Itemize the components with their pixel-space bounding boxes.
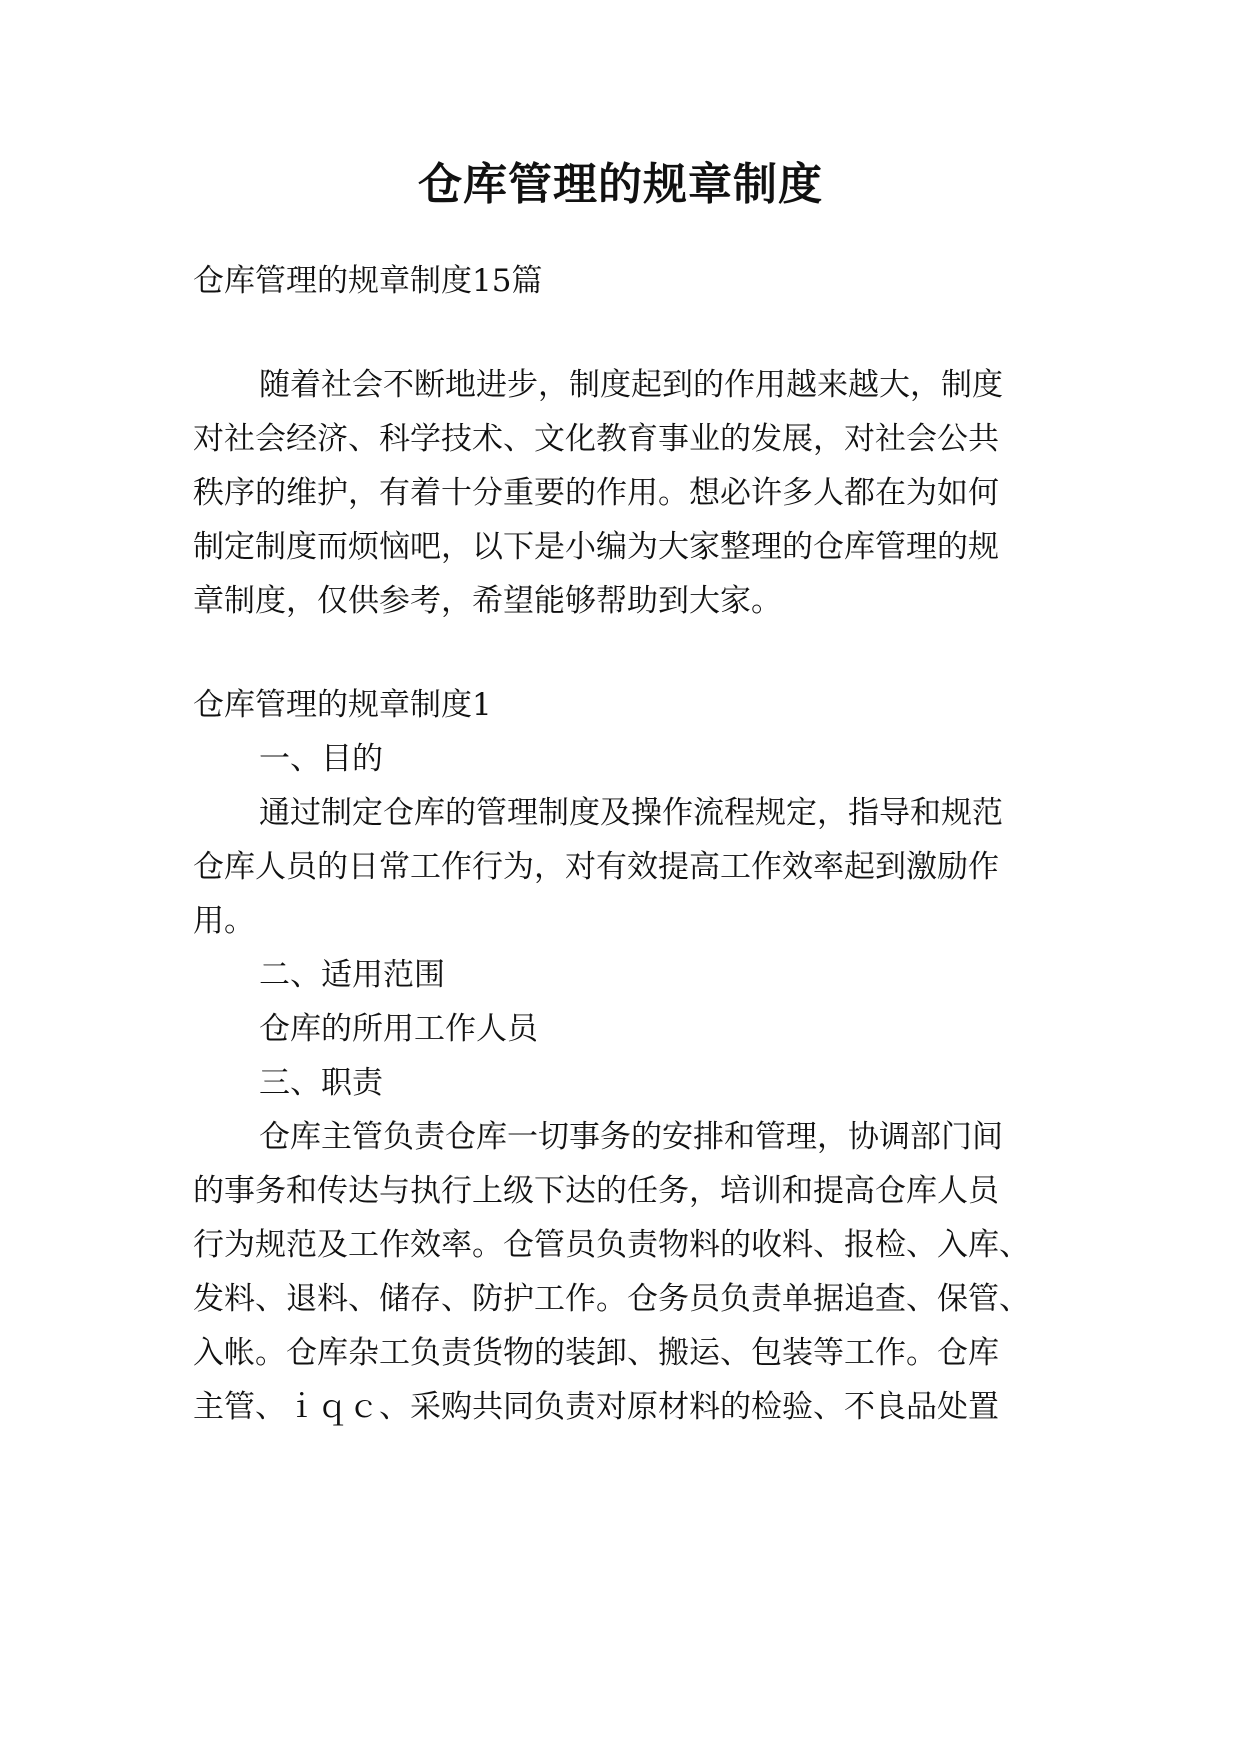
purpose-line: [0, 784, 1241, 842]
intro-line-text: 对社会经济、科学技术、文化教育事业的发展，对社会公共: [193, 421, 999, 457]
duties-line-text: 的事务和传达与执行上级下达的任务，培训和提高仓库人员: [193, 1173, 999, 1209]
intro-line-text: 随着社会不断地进步，制度起到的作用越来越大，制度: [259, 367, 1003, 403]
duties-line: [0, 1270, 1241, 1328]
document-subtitle: 仓库管理的规章制度15篇: [193, 263, 543, 299]
duties-line: [0, 1378, 1241, 1436]
duties-line-text: 主管、ｉｑｃ、采购共同负责对原材料的检验、不良品处置: [193, 1389, 999, 1425]
purpose-line: [0, 892, 1241, 950]
duties-line-text: 入帐。仓库杂工负责货物的装卸、搬运、包装等工作。仓库: [193, 1335, 999, 1371]
duties-line-text: 行为规范及工作效率。仓管员负责物料的收料、报检、入库、: [193, 1227, 1030, 1263]
duties-line-text: 发料、退料、储存、防护工作。仓务员负责单据追查、保管、: [193, 1281, 1030, 1317]
duties-line-text: 仓库主管负责仓库一切事务的安排和管理，协调部门间: [259, 1119, 1003, 1155]
duties-line: [0, 1324, 1241, 1382]
document-title: 仓库管理的规章制度: [418, 159, 823, 210]
purpose-line-text: 用。: [193, 903, 255, 939]
intro-line: [0, 572, 1241, 630]
intro-line: [0, 464, 1241, 522]
duties-line: [0, 1108, 1241, 1166]
purpose-line-text: 仓库人员的日常工作行为，对有效提高工作效率起到激励作: [193, 849, 999, 885]
intro-line-text: 秩序的维护，有着十分重要的作用。想必许多人都在为如何: [193, 475, 999, 511]
purpose-line: [0, 838, 1241, 896]
intro-line-text: 制定制度而烦恼吧，以下是小编为大家整理的仓库管理的规: [193, 529, 999, 565]
duties-line: [0, 1162, 1241, 1220]
heading-duties: 三、职责: [259, 1065, 383, 1101]
section-title: 仓库管理的规章制度1: [193, 687, 492, 723]
purpose-line-text: 通过制定仓库的管理制度及操作流程规定，指导和规范: [259, 795, 1003, 831]
duties-line: [0, 1216, 1241, 1274]
heading-scope: 二、适用范围: [259, 957, 445, 993]
intro-line: [0, 410, 1241, 468]
scope-text: 仓库的所用工作人员: [259, 1011, 538, 1047]
intro-line: [0, 518, 1241, 576]
intro-line: [0, 356, 1241, 414]
intro-line-text: 章制度，仅供参考，希望能够帮助到大家。: [193, 583, 782, 619]
heading-purpose: 一、目的: [259, 741, 383, 777]
